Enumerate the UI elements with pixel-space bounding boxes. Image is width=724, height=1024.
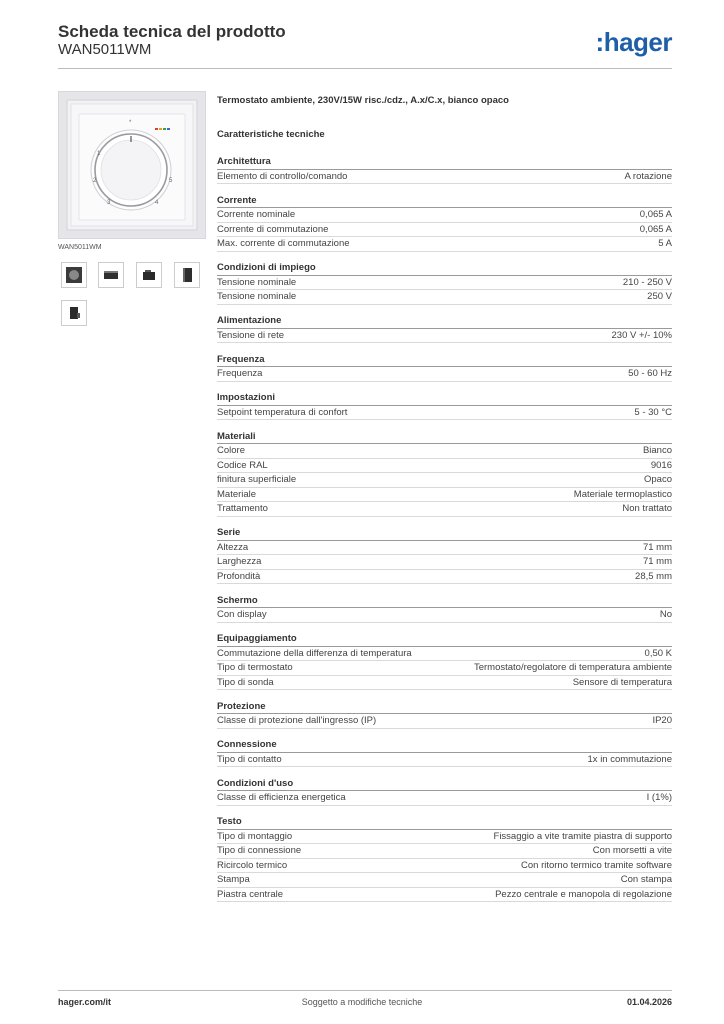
spec-row bbox=[217, 830, 672, 845]
spec-label: Corrente nominale bbox=[217, 209, 296, 220]
spec-section bbox=[217, 155, 672, 184]
product-image bbox=[58, 91, 206, 239]
spec-value: Materiale termoplastico bbox=[573, 488, 672, 500]
spec-label: Trattamento bbox=[217, 503, 268, 514]
spec-row bbox=[217, 329, 672, 344]
characteristics-heading: Caratteristiche tecniche bbox=[217, 129, 325, 140]
page-title: Scheda tecnica del prodotto bbox=[58, 22, 286, 41]
spec-sections bbox=[217, 155, 672, 902]
section-title: Serie bbox=[217, 526, 672, 541]
spec-section bbox=[217, 391, 672, 420]
section-title: Materiali bbox=[217, 430, 672, 445]
spec-value: 0,50 K bbox=[644, 647, 672, 659]
spec-label: Commutazione della differenza di temperatura bbox=[217, 647, 412, 659]
spec-row bbox=[217, 290, 672, 305]
spec-content bbox=[217, 95, 672, 912]
section-title: Corrente bbox=[217, 194, 672, 209]
spec-value: 230 V +/- 10% bbox=[611, 329, 672, 341]
spec-row bbox=[217, 714, 672, 729]
spec-label: Ricircolo termico bbox=[217, 859, 288, 871]
spec-row bbox=[217, 237, 672, 252]
section-title: Frequenza bbox=[217, 353, 672, 368]
spec-section bbox=[217, 353, 672, 382]
spec-row bbox=[217, 170, 672, 185]
spec-value: 210 - 250 V bbox=[622, 276, 672, 288]
spec-value: Con ritorno termico tramite software bbox=[521, 859, 672, 871]
section-title: Testo bbox=[217, 815, 672, 830]
spec-label: Setpoint temperatura di confort bbox=[217, 406, 348, 418]
spec-label: Elemento di controllo/comando bbox=[217, 170, 348, 182]
section-title: Architettura bbox=[217, 155, 672, 170]
spec-label: Tensione nominale bbox=[217, 291, 297, 302]
spec-row bbox=[217, 223, 672, 238]
spec-row bbox=[217, 753, 672, 768]
spec-row bbox=[217, 888, 672, 903]
spec-label: Tensione nominale bbox=[217, 276, 297, 288]
spec-label: Colore bbox=[217, 445, 245, 456]
spec-value: Non trattato bbox=[622, 503, 672, 514]
spec-value: 50 - 60 Hz bbox=[628, 368, 672, 379]
spec-section bbox=[217, 700, 672, 729]
spec-section bbox=[217, 738, 672, 767]
spec-row bbox=[217, 459, 672, 474]
spec-section bbox=[217, 815, 672, 902]
spec-value: Opaco bbox=[644, 474, 672, 485]
section-title: Impostazioni bbox=[217, 391, 672, 406]
section-title: Protezione bbox=[217, 700, 672, 715]
thumbnail-top[interactable] bbox=[98, 262, 124, 288]
spec-value: Fissaggio a vite tramite piastra di supporto bbox=[493, 830, 672, 842]
spec-row bbox=[217, 208, 672, 223]
spec-section bbox=[217, 314, 672, 343]
spec-value: 9016 bbox=[650, 459, 672, 471]
footer-divider bbox=[58, 990, 672, 991]
spec-section bbox=[217, 194, 672, 252]
spec-row bbox=[217, 791, 672, 806]
spec-value: 0,065 A bbox=[639, 209, 672, 220]
spec-value: No bbox=[659, 609, 672, 620]
spec-value: Con stampa bbox=[620, 874, 672, 885]
footer-website[interactable]: hager.com/it bbox=[58, 997, 112, 1007]
spec-value: A rotazione bbox=[624, 170, 672, 182]
spec-row bbox=[217, 473, 672, 488]
dial-mark-5: 5 bbox=[169, 178, 173, 184]
dial-mark-3: 3 bbox=[107, 200, 111, 206]
spec-row bbox=[217, 873, 672, 888]
spec-label: Tipo di termostato bbox=[217, 662, 293, 673]
spec-value: I (1%) bbox=[646, 792, 672, 803]
section-title: Equipaggiamento bbox=[217, 632, 672, 647]
spec-row bbox=[217, 608, 672, 623]
spec-label: Piastra centrale bbox=[217, 888, 284, 900]
section-title: Alimentazione bbox=[217, 314, 672, 329]
spec-label: finitura superficiale bbox=[217, 474, 297, 485]
spec-row bbox=[217, 661, 672, 676]
spec-row bbox=[217, 367, 672, 382]
dial-mark-snow: * bbox=[129, 120, 132, 126]
dial-mark-1: 1 bbox=[97, 151, 101, 157]
spec-row bbox=[217, 555, 672, 570]
spec-value: IP20 bbox=[652, 715, 672, 726]
spec-value: 1x in commutazione bbox=[587, 753, 672, 765]
spec-row bbox=[217, 859, 672, 874]
spec-row bbox=[217, 406, 672, 421]
section-title: Condizioni di impiego bbox=[217, 261, 672, 276]
spec-label: Tipo di sonda bbox=[217, 676, 274, 688]
spec-section bbox=[217, 261, 672, 305]
spec-value: Bianco bbox=[642, 445, 672, 456]
spec-label: Max. corrente di commutazione bbox=[217, 238, 350, 249]
spec-label: Classe di efficienza energetica bbox=[217, 792, 346, 803]
spec-label: Tipo di contatto bbox=[217, 753, 282, 765]
spec-label: Con display bbox=[217, 609, 267, 620]
thumbnail-angle[interactable] bbox=[174, 262, 200, 288]
spec-section bbox=[217, 777, 672, 806]
dial-mark-4: 4 bbox=[155, 200, 159, 206]
spec-row bbox=[217, 676, 672, 691]
spec-row bbox=[217, 488, 672, 503]
spec-value: Pezzo centrale e manopola di regolazione bbox=[495, 888, 672, 900]
spec-value: 71 mm bbox=[642, 541, 672, 553]
spec-row bbox=[217, 276, 672, 291]
section-title: Connessione bbox=[217, 738, 672, 753]
spec-value: 0,065 A bbox=[639, 223, 672, 235]
spec-label: Larghezza bbox=[217, 556, 262, 567]
spec-value: 28,5 mm bbox=[635, 570, 672, 582]
spec-section bbox=[217, 430, 672, 517]
thumbnail-side[interactable] bbox=[136, 262, 162, 288]
spec-value: Sensore di temperatura bbox=[572, 676, 672, 688]
spec-label: Profondità bbox=[217, 570, 261, 582]
spec-section bbox=[217, 632, 672, 690]
header-divider bbox=[58, 68, 672, 69]
hager-logo: :hager bbox=[595, 27, 672, 57]
spec-row bbox=[217, 444, 672, 459]
spec-value: 250 V bbox=[647, 291, 672, 302]
spec-row bbox=[217, 844, 672, 859]
spec-label: Tensione di rete bbox=[217, 329, 285, 341]
spec-row bbox=[217, 570, 672, 585]
thumbnail-back[interactable] bbox=[61, 300, 87, 326]
section-title: Schermo bbox=[217, 594, 672, 609]
dial-mark-2: 2 bbox=[93, 178, 97, 184]
spec-label: Corrente di commutazione bbox=[217, 223, 329, 235]
spec-value: 5 A bbox=[658, 238, 672, 249]
spec-value: Con morsetti a vite bbox=[592, 845, 672, 856]
spec-label: Classe di protezione dall'ingresso (IP) bbox=[217, 715, 377, 726]
spec-label: Tipo di montaggio bbox=[217, 830, 293, 842]
footer-date: 01.04.2026 bbox=[626, 997, 672, 1007]
product-code: WAN5011WM bbox=[58, 41, 152, 58]
spec-label: Altezza bbox=[217, 541, 249, 553]
thermostat-illustration bbox=[59, 92, 205, 238]
section-title: Condizioni d'uso bbox=[217, 777, 672, 792]
spec-row bbox=[217, 541, 672, 556]
spec-value: 71 mm bbox=[642, 556, 672, 567]
product-description: Termostato ambiente, 230V/15W risc./cdz., A.x/C.x, bianco opaco bbox=[217, 95, 509, 106]
spec-row bbox=[217, 502, 672, 517]
spec-section bbox=[217, 594, 672, 623]
spec-label: Stampa bbox=[217, 874, 250, 885]
spec-value: Termostato/regolatore di temperatura ambiente bbox=[473, 662, 672, 673]
thumbnail-front[interactable] bbox=[61, 262, 87, 288]
spec-label: Codice RAL bbox=[217, 459, 268, 471]
spec-label: Materiale bbox=[217, 488, 257, 500]
footer-note: Soggetto a modifiche tecniche bbox=[301, 997, 423, 1007]
spec-section bbox=[217, 526, 672, 584]
spec-row bbox=[217, 647, 672, 662]
spec-value: 5 - 30 °C bbox=[634, 406, 672, 418]
spec-label: Tipo di connessione bbox=[217, 845, 302, 856]
spec-label: Frequenza bbox=[217, 368, 263, 379]
image-caption: WAN5011WM bbox=[58, 244, 102, 251]
